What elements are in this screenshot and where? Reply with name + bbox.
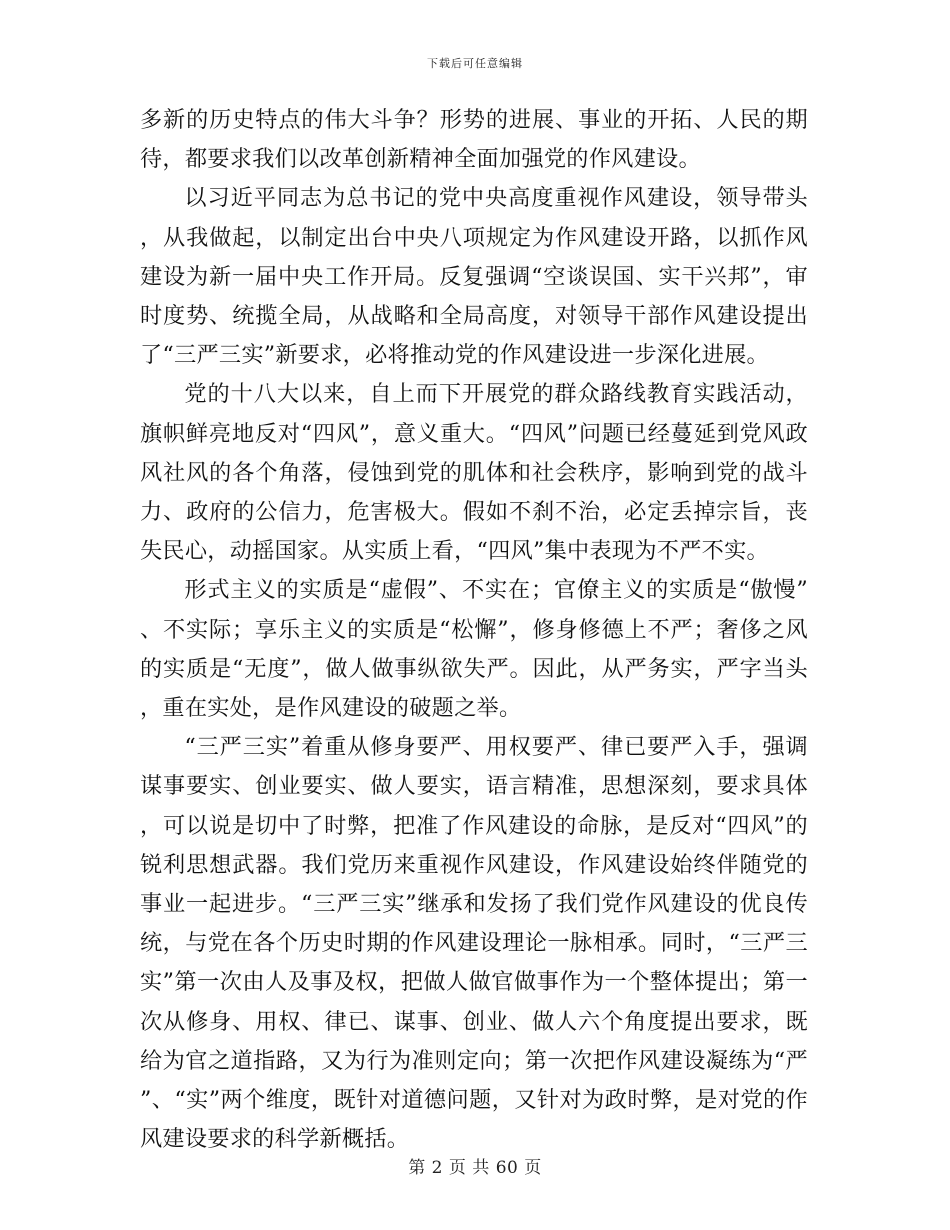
footer-page-number: 2 xyxy=(431,1158,443,1178)
paragraph: “三严三实”着重从修身要严、用权要严、律已要严入手，强调谋事要实、创业要实、做人要实，语言精准，思想深刻，要求具体，可以说是切中了时弊，把准了作风建设的命脉，是反对“四风”的锐利思想武器。我们党历来重视作风建设，作风建设始终伴随党的事业一起进步。“三严三实”继承和发扬了我们党作风建设的优良传统，与党在各个历史时期的作风建设理论一脉相承。同时，“三严三实”第一次由人及事及权，把做人做官做事作为一个整体提出；第一次从修身、用权、律已、谋事、创业、做人六个角度提出要求，既给为官之道指路，又为行为准则定向；第一次把作风建设凝练为“严”、“实”两个维度，既针对道德问题，又针对为政时弊，是对党的作风建设要求的科学新概括。 xyxy=(140,734,808,1153)
page-footer xyxy=(0,1153,950,1178)
footer-suffix: 页 xyxy=(524,1158,542,1178)
paragraph: 以习近平同志为总书记的党中央高度重视作风建设，领导带头，从我做起，以制定出台中央八项规定为作风建设开路，以抓作风建设为新一届中央工作开局。反复强调“空谈误国、实干兴邦”，审时度势、统揽全局，从战略和全局高度，对领导干部作风建设提出了“三严三实”新要求，必将推动党的作风建设进一步深化进展。 xyxy=(140,185,808,369)
footer-total-pages: 60 xyxy=(495,1158,519,1178)
paragraph: 形式主义的实质是“虚假”、不实在；官僚主义的实质是“傲慢”、不实际；享乐主义的实质是“松懈”，修身修德上不严；奢侈之风的实质是“无度”，做人做事纵欲失严。因此，从严务实，严字当头，重在实处，是作风建设的破题之举。 xyxy=(140,577,808,722)
footer-prefix: 第 xyxy=(408,1158,426,1178)
body-text xyxy=(140,101,808,1159)
header-note: 下载后可任意编辑 xyxy=(427,57,523,70)
paragraph: 党的十八大以来，自上而下开展党的群众路线教育实践活动，旗帜鲜亮地反对“四风”，意义重大。“四风”问题已经蔓延到党风政风社风的各个角落，侵蚀到党的肌体和社会秩序，影响到党的战斗力、政府的公信力，危害极大。假如不刹不治，必定丢掉宗旨，丧失民心，动摇国家。从实质上看，“四风”集中表现为不严不实。 xyxy=(140,381,808,565)
paragraph-continued: 多新的历史特点的伟大斗争？形势的进展、事业的开拓、人民的期待，都要求我们以改革创新精神全面加强党的作风建设。 xyxy=(140,107,808,173)
footer-middle: 页 共 xyxy=(448,1158,490,1178)
